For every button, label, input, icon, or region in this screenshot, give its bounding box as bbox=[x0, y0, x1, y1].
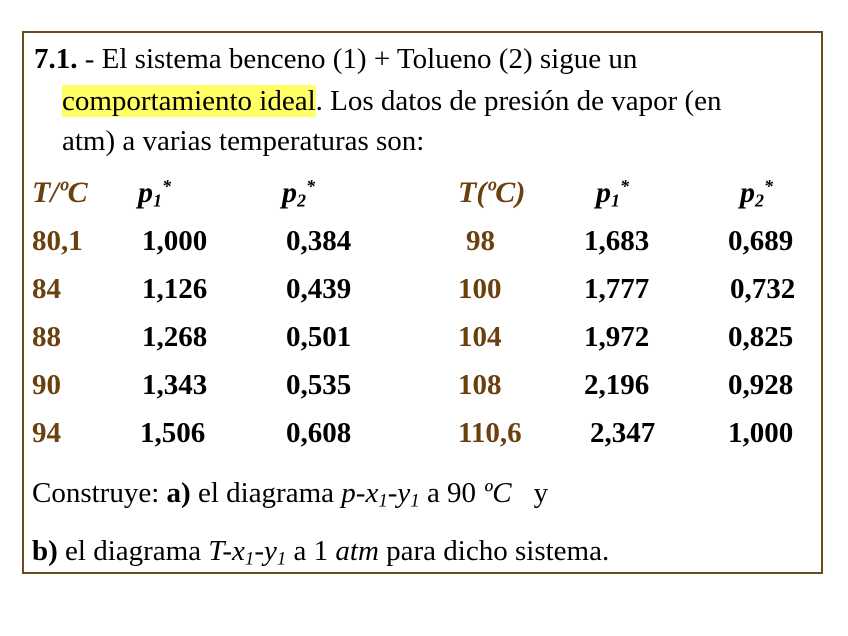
task-b-line bbox=[32, 531, 609, 571]
cell-temperature: 90 bbox=[32, 369, 61, 401]
var-t: T bbox=[208, 535, 223, 567]
var-y: -y bbox=[387, 477, 411, 509]
cell-p1-right: 1,972 bbox=[584, 321, 650, 353]
var-x: -x bbox=[355, 477, 379, 509]
cell-p2-right: 1,000 bbox=[728, 417, 794, 449]
cell-p1-right: 1,683 bbox=[584, 225, 650, 257]
task-a-at: a 90 bbox=[419, 477, 484, 509]
sub-1: 1 bbox=[378, 490, 388, 512]
problem-number: 7.1. bbox=[34, 43, 78, 75]
cell-p1-right: 2,347 bbox=[590, 417, 656, 449]
cell-temperature-right: 100 bbox=[458, 273, 502, 305]
cell-temperature-right: 104 bbox=[458, 321, 502, 353]
task-a-label: a) bbox=[166, 477, 191, 509]
cell-p1-right: 2,196 bbox=[584, 369, 650, 401]
task-a-line bbox=[32, 473, 548, 513]
cell-p2: 0,535 bbox=[286, 369, 352, 401]
sub-1: 1 bbox=[276, 548, 287, 570]
cell-p1: 1,000 bbox=[142, 225, 208, 257]
cell-p2-right: 0,825 bbox=[728, 321, 794, 353]
cell-p2-right: 0,928 bbox=[728, 369, 794, 401]
var-y: -y bbox=[254, 535, 277, 567]
problem-card bbox=[22, 31, 823, 574]
cell-p2: 0,439 bbox=[286, 273, 352, 305]
cell-p1: 1,268 bbox=[142, 321, 208, 353]
intro-text-b: . Los datos de presión de vapor (en bbox=[315, 85, 722, 117]
header-p2-left: $p_2^*$ bbox=[282, 176, 315, 211]
task-a-prefix: Construye: bbox=[32, 477, 167, 509]
cell-p1-right: 1,777 bbox=[584, 273, 650, 305]
task-b-text: el diagrama bbox=[57, 535, 209, 567]
task-a-conj: y bbox=[533, 477, 549, 509]
cell-temperature: 88 bbox=[32, 321, 61, 353]
var-p: p bbox=[341, 477, 356, 509]
cell-temperature-right: 110,6 bbox=[458, 417, 522, 449]
intro-line-1 bbox=[34, 39, 637, 79]
header-p1-left: $p_1^*$ bbox=[138, 176, 171, 211]
intro-text-c: atm) a varias temperaturas son: bbox=[62, 125, 425, 157]
cell-p2: 0,608 bbox=[286, 417, 352, 449]
cell-p2-right: 0,732 bbox=[730, 273, 796, 305]
cell-temperature: 94 bbox=[32, 417, 61, 449]
task-b-label: b) bbox=[32, 535, 58, 567]
var-x: -x bbox=[222, 535, 245, 567]
sub-1: 1 bbox=[410, 490, 420, 512]
highlighted-phrase: comportamiento ideal bbox=[62, 85, 316, 117]
task-b-end: para dicho sistema. bbox=[378, 535, 610, 567]
cell-temperature: 84 bbox=[32, 273, 61, 305]
header-p2-right: $p_2^*$ bbox=[740, 176, 773, 211]
cell-temperature: 80,1 bbox=[32, 225, 83, 257]
intro-text-a: - El sistema benceno (1) + Tolueno (2) sigue un bbox=[77, 43, 638, 75]
cell-p1: 1,343 bbox=[142, 369, 208, 401]
header-p1-right: $p_1^*$ bbox=[596, 176, 629, 211]
cell-temperature-right: 98 bbox=[466, 225, 495, 257]
header-temperature-left: T/ºC bbox=[32, 176, 88, 209]
cell-p2: 0,501 bbox=[286, 321, 352, 353]
task-b-unit: atm bbox=[335, 535, 379, 567]
cell-p1: 1,126 bbox=[142, 273, 208, 305]
cell-p2-right: 0,689 bbox=[728, 225, 794, 257]
cell-temperature-right: 108 bbox=[458, 369, 502, 401]
intro-line-2 bbox=[62, 81, 722, 121]
task-b-at: a 1 bbox=[286, 535, 336, 567]
header-temperature-right: T(ºC) bbox=[458, 176, 526, 209]
cell-p2: 0,384 bbox=[286, 225, 352, 257]
task-a-unit: ºC bbox=[483, 477, 512, 509]
intro-line-3 bbox=[62, 121, 424, 161]
sub-1: 1 bbox=[244, 548, 255, 570]
task-a-text: el diagrama bbox=[190, 477, 342, 509]
cell-p1: 1,506 bbox=[140, 417, 206, 449]
